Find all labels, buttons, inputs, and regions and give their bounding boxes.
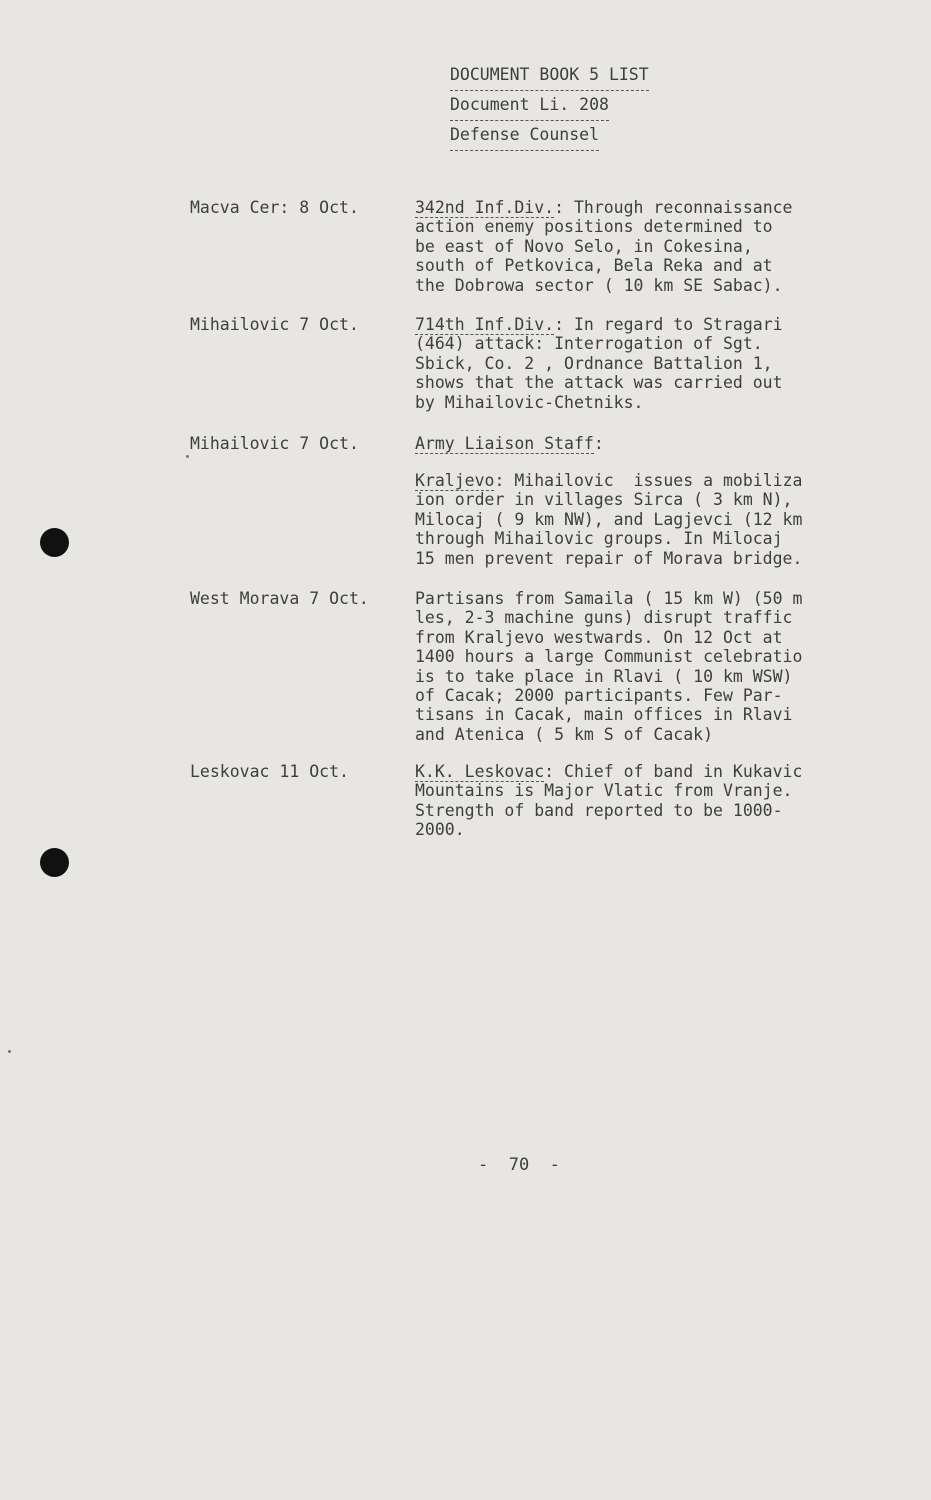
entry-line: 2000.: [415, 820, 465, 840]
entry-body: [415, 434, 885, 453]
entry-first-line-text: : Mihailovic issues a mobiliza: [494, 471, 803, 490]
entry-first-line-text: : Chief of band in Kukavic: [544, 762, 803, 781]
entry-line: Sbick, Co. 2 , Ordnance Battalion 1,: [415, 353, 773, 373]
entry-first-line: [415, 762, 885, 781]
entry-line: Strength of band reported to be 1000-: [415, 800, 783, 820]
entry-heading: 342nd Inf.Div.: [415, 198, 555, 217]
paper-speck: [8, 1050, 11, 1053]
header-defense-counsel: Defense Counsel: [450, 120, 599, 151]
entry-line: through Mihailovic groups. In Milocaj: [415, 529, 783, 549]
entry-heading: Kraljevo: [415, 471, 495, 490]
paper-speck: [186, 455, 189, 458]
entry-line: 1400 hours a large Communist celebratio: [415, 647, 803, 667]
entry-line: 15 men prevent repair of Morava bridge.: [415, 548, 803, 568]
entry-body: [415, 589, 885, 744]
entry-first-line: [415, 589, 885, 608]
entry-line: tisans in Cacak, main offices in Rlavi: [415, 705, 793, 725]
entry-heading: K.K. Leskovac: [415, 762, 545, 781]
entry-first-line-text: : In regard to Stragari: [554, 315, 783, 334]
entry-line: Mountains is Major Vlatic from Vranje.: [415, 781, 793, 801]
entry-first-line-text: Partisans from Samaila ( 15 km W) (50 m: [415, 589, 803, 608]
entry-body: [415, 471, 885, 568]
entry-line: the Dobrowa sector ( 10 km SE Sabac).: [415, 275, 783, 295]
entry-line: south of Petkovica, Bela Reka and at: [415, 256, 773, 276]
entry-body: [415, 198, 885, 295]
entry-first-line-text: : Through reconnaissance: [554, 198, 793, 217]
entry-line: Milocaj ( 9 km NW), and Lagjevci (12 km: [415, 509, 803, 529]
entry-line: from Kraljevo westwards. On 12 Oct at: [415, 627, 783, 647]
document-header: [450, 60, 649, 150]
punch-hole-bottom: [40, 848, 69, 877]
entry-first-line: [415, 198, 885, 217]
entry-first-line: [415, 315, 885, 334]
entry-label: West Morava 7 Oct.: [190, 589, 369, 608]
entry-line: shows that the attack was carried out: [415, 373, 783, 393]
entry-heading: 714th Inf.Div.: [415, 315, 555, 334]
header-document-number: Document Li. 208: [450, 90, 609, 121]
entry-heading: Army Liaison Staff: [415, 434, 594, 453]
entry-line: of Cacak; 2000 participants. Few Par-: [415, 686, 783, 706]
entry-label: Leskovac 11 Oct.: [190, 762, 349, 781]
entry-line: les, 2-3 machine guns) disrupt traffic: [415, 608, 793, 628]
punch-hole-top: [40, 528, 69, 557]
entry-label: Mihailovic 7 Oct.: [190, 315, 359, 334]
entry-line: by Mihailovic-Chetniks.: [415, 392, 644, 412]
entry-first-line: [415, 434, 885, 453]
entry-label: Macva Cer: 8 Oct.: [190, 198, 359, 217]
entry-line: is to take place in Rlavi ( 10 km WSW): [415, 666, 793, 686]
entry-first-line-text: :: [593, 434, 604, 453]
entry-label: Mihailovic 7 Oct.: [190, 434, 359, 453]
entry-line: ion order in villages Sirca ( 3 km N),: [415, 490, 793, 510]
entry-line: and Atenica ( 5 km S of Cacak): [415, 724, 714, 744]
entry-line: be east of Novo Selo, in Cokesina,: [415, 236, 753, 256]
entry-body: [415, 762, 885, 840]
header-title: DOCUMENT BOOK 5 LIST: [450, 60, 649, 91]
entry-line: action enemy positions determined to: [415, 217, 773, 237]
entry-first-line: [415, 471, 885, 490]
entry-body: [415, 315, 885, 412]
entry-line: (464) attack: Interrogation of Sgt.: [415, 334, 763, 354]
page-number: - 70 -: [478, 1155, 560, 1175]
